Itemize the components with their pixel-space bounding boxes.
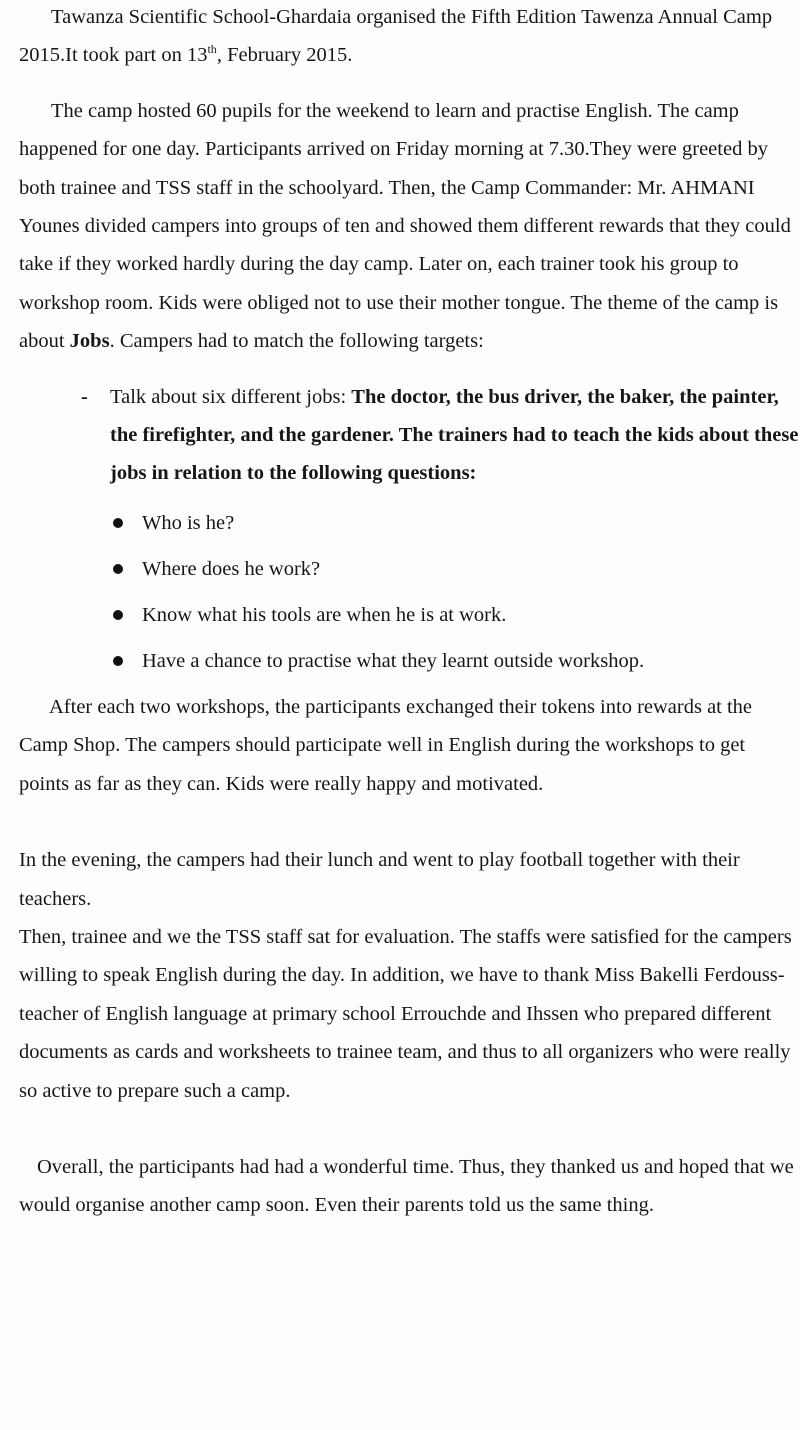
- camp-theme: Jobs: [69, 330, 110, 353]
- list-item: [19, 500, 800, 546]
- intro-paragraph: [19, 0, 800, 75]
- target-lead: Talk about six different jobs:: [110, 385, 352, 408]
- bullet-icon: [113, 564, 123, 574]
- dash-marker: -: [81, 385, 88, 408]
- intro-date-suffix: th: [207, 42, 217, 57]
- list-item: [19, 546, 800, 592]
- camp-text: The camp hosted 60 pupils for the weekend to learn and practise English. The camp happened for one day. Participants arrived on Friday morning at 7.30.They were greeted by both trainee and TSS staff in the schoolyard. Then, the Camp Commander: Mr. AHMANI Younes divided campers into groups of ten and showed them different rewards that they could take if they worked hardly during the day camp. Later on, each trainer took his group to workshop room. Kids were obliged not to use their mother tongue. The theme of the camp is about: [19, 99, 791, 353]
- list-item: [19, 638, 800, 684]
- evening-paragraph: In the evening, the campers had their lunch and went to play football together with their teachers.: [19, 849, 740, 910]
- camp-text-end: . Campers had to match the following targets:: [109, 330, 484, 353]
- target-item: [19, 378, 800, 493]
- overall-paragraph: Overall, the participants had had a wonderful time. Thus, they thanked us and hoped that we would organise another camp soon. Even their parents told us the same thing.: [19, 1155, 794, 1217]
- bullet-icon: [113, 656, 123, 666]
- intro-text-end: , February 2015.: [216, 44, 353, 67]
- question-text: Who is he?: [142, 511, 235, 534]
- target-jobs: The doctor, the bus driver, the baker, the painter, the firefighter, and the gardener. The trainers had to teach the kids about these jobs in relation to the following questions:: [110, 385, 799, 485]
- question-text: Know what his tools are when he is at work.: [142, 603, 507, 626]
- evaluation-paragraph: Then, trainee and we the TSS staff sat for evaluation. The staffs were satisfied for the campers willing to speak English during the day. In addition, we have to thank Miss Bakelli Ferdouss-teacher of English language at primary school Errouchde and Ihssen who prepared different documents as cards and worksheets to trainee team, and thus to all organizers who were really so active to prepare such a camp.: [19, 925, 792, 1102]
- questions-list: [19, 500, 800, 684]
- list-item: [19, 592, 800, 638]
- question-text: Where does he work?: [142, 557, 321, 580]
- intro-text: Tawanza Scientific School-Ghardaia organised the Fifth Edition Tawenza Annual Camp 2015.It took part on 13: [19, 6, 773, 67]
- targets-list: [19, 378, 800, 493]
- question-text: Have a chance to practise what they learnt outside workshop.: [142, 649, 645, 672]
- after-workshops-paragraph: After each two workshops, the participants exchanged their tokens into rewards at the Camp Shop. The campers should participate well in English during the workshops to get points as far as they can. Kids were really happy and motivated.: [19, 695, 753, 795]
- camp-paragraph: [19, 92, 800, 361]
- bullet-icon: [113, 610, 123, 620]
- bullet-icon: [113, 518, 123, 528]
